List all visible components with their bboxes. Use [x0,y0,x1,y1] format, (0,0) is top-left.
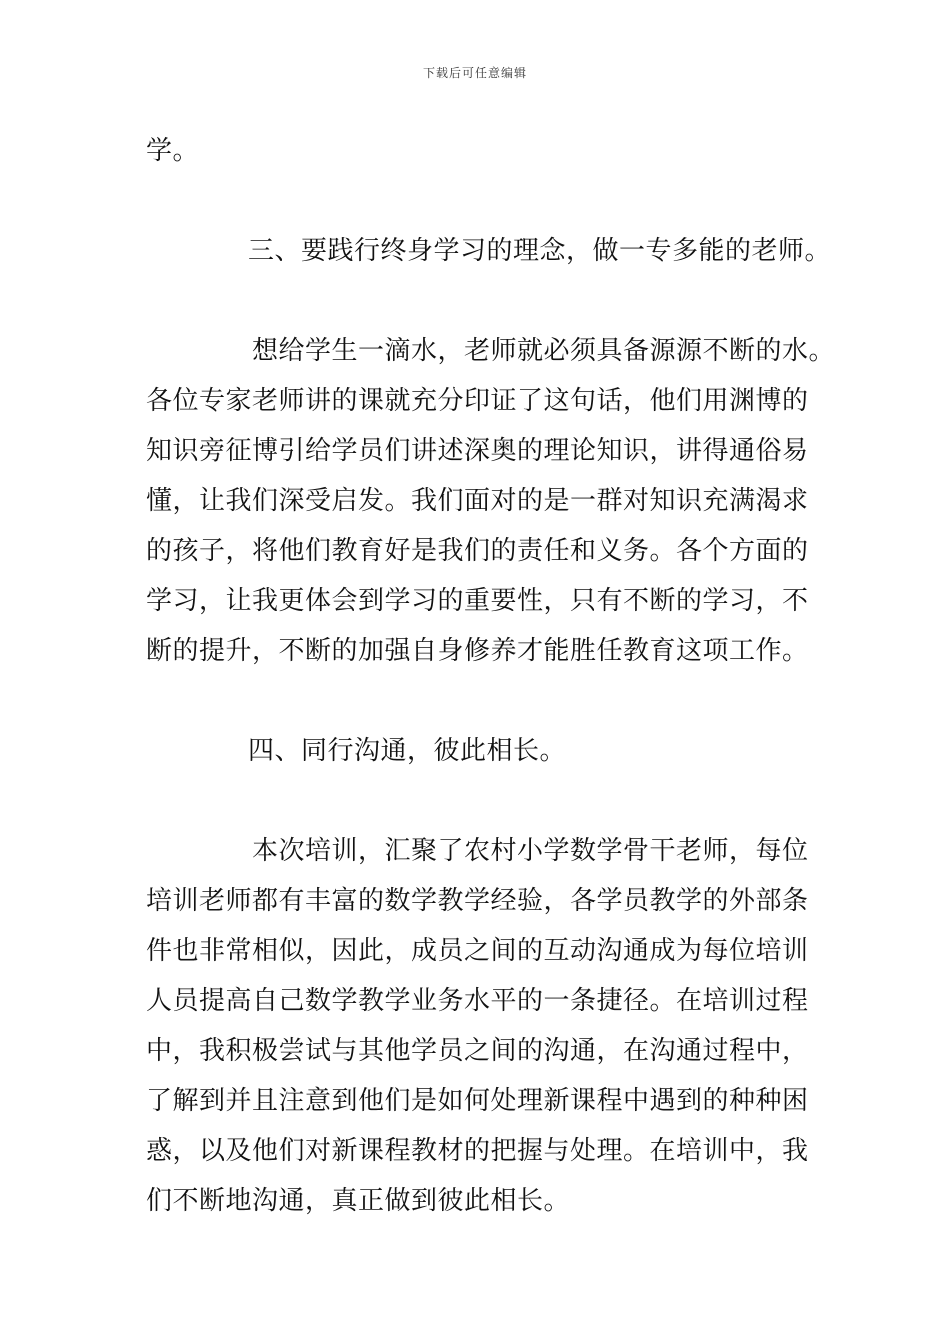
paragraph-line: 本次培训，汇聚了农村小学数学骨干老师，每位 [252,836,809,866]
paragraph-section-3 [146,326,836,676]
paragraph-line: 件也非常相似，因此，成员之间的互动沟通成为每位培训 [146,936,809,966]
paragraph-line: 中，我积极尝试与其他学员之间的沟通，在沟通过程中， [146,1036,809,1066]
section-heading-4: 四、同行沟通，彼此相长。 [248,736,567,766]
paragraph-line: 各位专家老师讲的课就充分印证了这句话，他们用渊博的 [146,386,809,416]
paragraph-line: 培训老师都有丰富的数学教学经验，各学员教学的外部条 [146,886,809,916]
paragraph-line: 学习，让我更体会到学习的重要性，只有不断的学习，不 [146,586,809,616]
document-body [146,126,836,1226]
paragraph-section-4 [146,826,826,1226]
paragraph-line: 断的提升，不断的加强自身修养才能胜任教育这项工作。 [146,636,809,666]
section-heading-3: 三、要践行终身学习的理念，做一专多能的老师。 [248,236,832,266]
page-header: 下载后可任意编辑 [422,66,527,80]
paragraph-line: 了解到并且注意到他们是如何处理新课程中遇到的种种困 [146,1086,809,1116]
paragraph-line: 懂，让我们深受启发。我们面对的是一群对知识充满渴求 [146,486,809,516]
paragraph-line: 人员提高自己数学教学业务水平的一条捷径。在培训过程 [146,986,809,1016]
paragraph-continuation-line: 学。 [146,136,200,166]
paragraph-gap [146,676,826,726]
paragraph-line: 的孩子，将他们教育好是我们的责任和义务。各个方面的 [146,536,809,566]
paragraph-line: 知识旁征博引给学员们讲述深奥的理论知识，讲得通俗易 [146,436,809,466]
paragraph-gap [146,276,826,326]
paragraph-line: 惑，以及他们对新课程教材的把握与处理。在培训中，我 [146,1136,809,1166]
paragraph-line: 想给学生一滴水，老师就必须具备源源不断的水。 [252,336,836,366]
paragraph-line: 们不断地沟通，真正做到彼此相长。 [146,1186,571,1216]
paragraph-gap [146,176,826,226]
paragraph-gap [146,776,826,826]
